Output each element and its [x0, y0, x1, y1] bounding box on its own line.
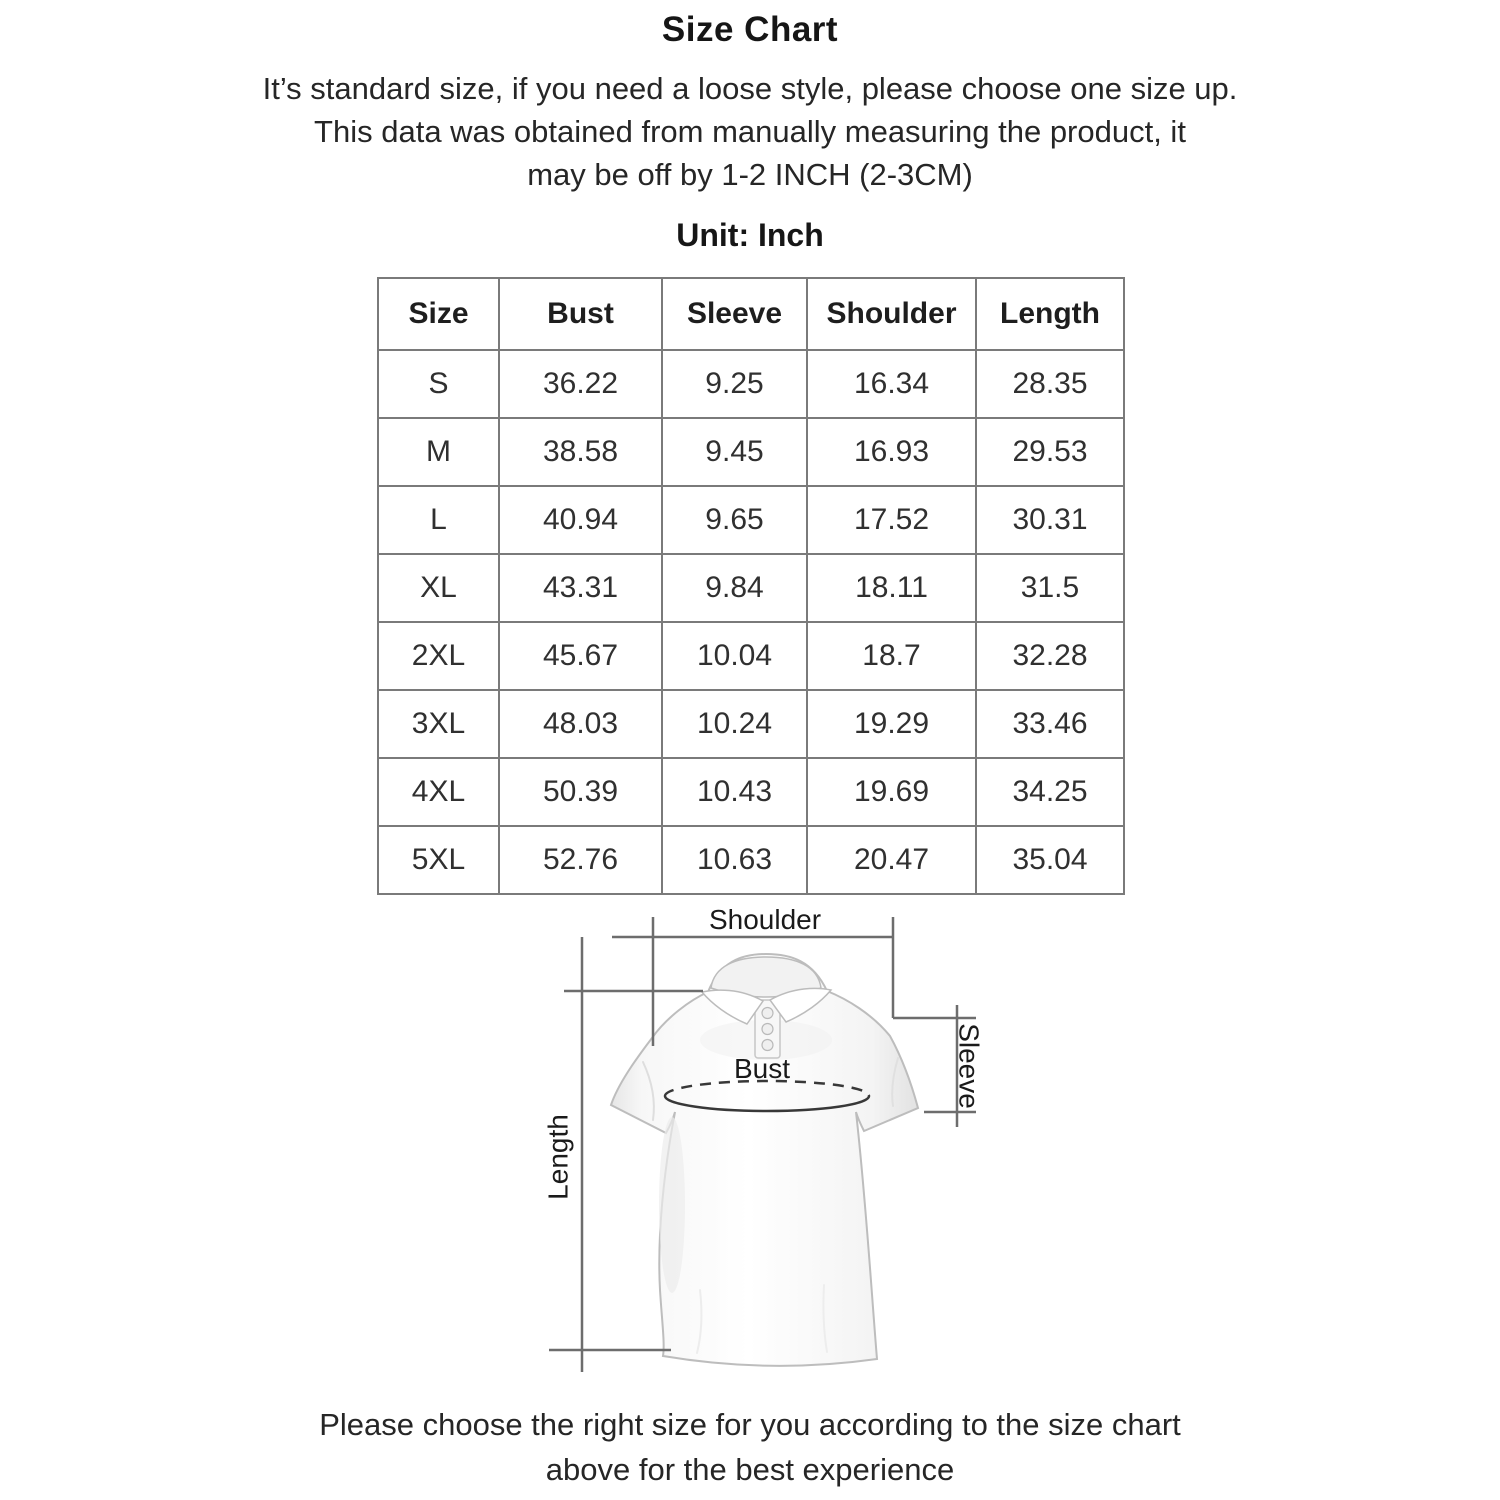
- size-cell: 16.34: [807, 350, 976, 418]
- size-cell: 28.35: [976, 350, 1124, 418]
- length-label: Length: [542, 1114, 574, 1200]
- column-header-shoulder: Shoulder: [807, 278, 976, 350]
- button-1: [762, 1008, 773, 1019]
- size-cell: 9.65: [662, 486, 807, 554]
- size-cell: L: [378, 486, 499, 554]
- size-cell: 4XL: [378, 758, 499, 826]
- size-chart-table: [377, 277, 1125, 895]
- size-cell: 18.7: [807, 622, 976, 690]
- footer-line-2: above for the best experience: [545, 1452, 955, 1487]
- size-cell: 38.58: [499, 418, 662, 486]
- size-cell: 50.39: [499, 758, 662, 826]
- size-cell: 29.53: [976, 418, 1124, 486]
- size-cell: 40.94: [499, 486, 662, 554]
- size-row-l: [378, 486, 1124, 554]
- size-cell: 16.93: [807, 418, 976, 486]
- side-shading: [659, 1117, 685, 1293]
- size-cell: 20.47: [807, 826, 976, 894]
- size-row-3xl: [378, 690, 1124, 758]
- measurement-diagram: [500, 890, 1020, 1390]
- size-cell: 9.84: [662, 554, 807, 622]
- size-row-2xl: [378, 622, 1124, 690]
- size-cell: 32.28: [976, 622, 1124, 690]
- size-cell: 3XL: [378, 690, 499, 758]
- size-cell: 45.67: [499, 622, 662, 690]
- size-cell: 2XL: [378, 622, 499, 690]
- shoulder-label: Shoulder: [708, 904, 822, 935]
- column-header-sleeve: Sleeve: [662, 278, 807, 350]
- size-cell: 31.5: [976, 554, 1124, 622]
- unit-label: Unit: Inch: [676, 217, 824, 253]
- footer-line-1: Please choose the right size for you according to the size chart: [319, 1407, 1181, 1442]
- column-header-bust: Bust: [499, 278, 662, 350]
- size-row-4xl: [378, 758, 1124, 826]
- size-cell: 10.24: [662, 690, 807, 758]
- button-2: [762, 1024, 773, 1035]
- size-cell: 9.45: [662, 418, 807, 486]
- size-cell: S: [378, 350, 499, 418]
- column-header-length: Length: [976, 278, 1124, 350]
- size-cell: XL: [378, 554, 499, 622]
- size-cell: 10.63: [662, 826, 807, 894]
- size-cell: 19.29: [807, 690, 976, 758]
- size-cell: 43.31: [499, 554, 662, 622]
- size-cell: 33.46: [976, 690, 1124, 758]
- size-row-xl: [378, 554, 1124, 622]
- column-header-size: Size: [378, 278, 499, 350]
- size-row-m: [378, 418, 1124, 486]
- footer-note: [0, 1402, 1500, 1492]
- size-cell: 36.22: [499, 350, 662, 418]
- size-cell: 30.31: [976, 486, 1124, 554]
- size-cell: 18.11: [807, 554, 976, 622]
- size-cell: M: [378, 418, 499, 486]
- size-cell: 5XL: [378, 826, 499, 894]
- size-cell: 17.52: [807, 486, 976, 554]
- size-cell: 19.69: [807, 758, 976, 826]
- size-table-body: [378, 350, 1124, 894]
- size-row-s: [378, 350, 1124, 418]
- description-line-1: It’s standard size, if you need a loose style, please choose one size up.: [262, 71, 1238, 106]
- size-cell: 34.25: [976, 758, 1124, 826]
- size-cell: 35.04: [976, 826, 1124, 894]
- size-cell: 48.03: [499, 690, 662, 758]
- page-title: Size Chart: [661, 10, 839, 49]
- size-cell: 10.43: [662, 758, 807, 826]
- button-3: [762, 1040, 773, 1051]
- size-row-5xl: [378, 826, 1124, 894]
- sleeve-label: Sleeve: [953, 1023, 985, 1109]
- bust-label: Bust: [733, 1053, 791, 1084]
- size-cell: 52.76: [499, 826, 662, 894]
- description-line-3: may be off by 1-2 INCH (2-3CM): [527, 157, 973, 192]
- description-line-2: This data was obtained from manually measuring the product, it: [314, 114, 1186, 149]
- size-table-head-row: [378, 278, 1124, 350]
- size-cell: 9.25: [662, 350, 807, 418]
- description: [0, 67, 1500, 196]
- size-cell: 10.04: [662, 622, 807, 690]
- polo-shirt-graphic: [611, 954, 918, 1366]
